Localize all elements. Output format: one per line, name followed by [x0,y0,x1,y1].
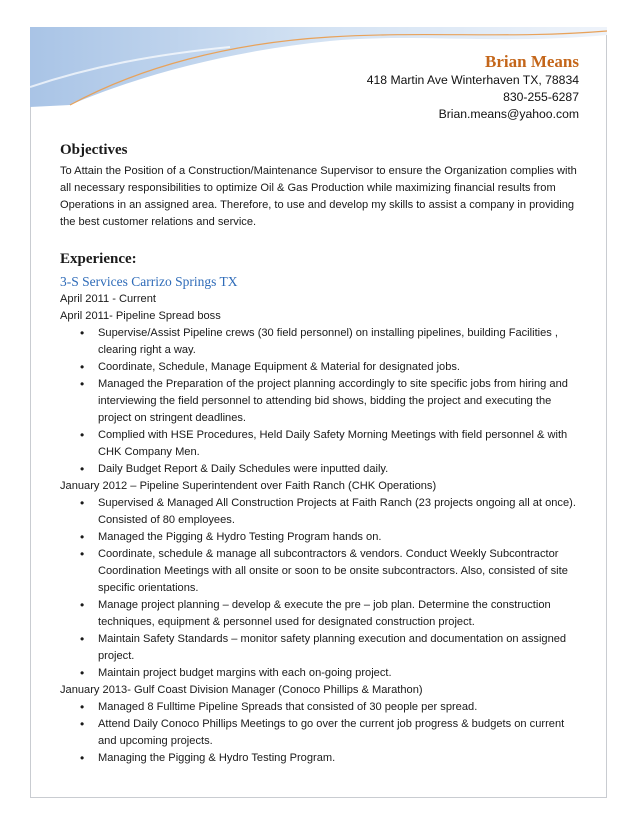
objectives-text: To Attain the Position of a Construction/Maintenance Supervisor to ensure the Organization complies with all necessary responsibilities to optimize Oil & Gas Production while maximizing financial results from Operations in an assigned area. Therefore, to use and develop my skills to assist a company in providing the best customer relations and service. [60,165,577,228]
resume-header [367,52,579,123]
company-name: 3-S Services Carrizo Springs TX [60,274,238,289]
list-item: • Complied with HSE Procedures, Held Daily Safety Morning Meetings with field personnel & with CHK Company Men. [98,427,585,461]
role-bullets [60,495,585,682]
list-item: • Supervise/Assist Pipeline crews (30 field personnel) on installing pipelines, building Facilities , clearing right a way. [98,325,585,359]
list-item: • Managed the Pigging & Hydro Testing Program hands on. [98,529,585,546]
list-item: • Managed 8 Fulltime Pipeline Spreads that consisted of 30 people per spread. [98,699,585,716]
list-item: • Maintain Safety Standards – monitor safety planning execution and documentation on assigned project. [98,631,585,665]
employment-dates: April 2011 - Current [60,293,156,305]
resume-body [60,138,585,767]
experience-heading: Experience: [60,251,137,267]
role-bullets [60,325,585,478]
role-bullets [60,699,585,767]
role-title: January 2012 – Pipeline Superintendent over Faith Ranch (CHK Operations) [60,480,437,492]
list-item: • Maintain project budget margins with each on-going project. [98,665,585,682]
list-item: • Managed the Preparation of the project planning accordingly to site specific jobs from hiring and interviewing the field personnel to attending bid shows, bidding the project and executing the project on stringent deadlines. [98,376,585,427]
email: Brian.means@yahoo.com [438,107,579,121]
list-item: • Attend Daily Conoco Phillips Meetings to go over the current job progress & budgets on current and upcoming projects. [98,716,585,750]
list-item: • Coordinate, schedule & manage all subcontractors & vendors. Conduct Weekly Subcontractor Coordination Meetings with all onsite or soon to be onsite subcontractors. Also, consisted of site specific orientations. [98,546,585,597]
list-item: • Managing the Pigging & Hydro Testing Program. [98,750,585,767]
objectives-heading: Objectives [60,142,128,158]
list-item: • Supervised & Managed All Construction Projects at Faith Ranch (23 projects ongoing all at once). Consisted of 80 employees. [98,495,585,529]
role-title: January 2013- Gulf Coast Division Manager (Conoco Phillips & Marathon) [60,684,423,696]
list-item: • Daily Budget Report & Daily Schedules were inputted daily. [98,461,585,478]
phone: 830-255-6287 [503,90,579,104]
applicant-name: Brian Means [485,52,579,71]
address: 418 Martin Ave Winterhaven TX, 78834 [366,73,579,87]
list-item: • Coordinate, Schedule, Manage Equipment & Material for designated jobs. [98,359,585,376]
list-item: • Manage project planning – develop & execute the pre – job plan. Determine the construction techniques, equipment & personnel used for designated construction project. [98,597,585,631]
role-title: April 2011- Pipeline Spread boss [60,310,221,322]
